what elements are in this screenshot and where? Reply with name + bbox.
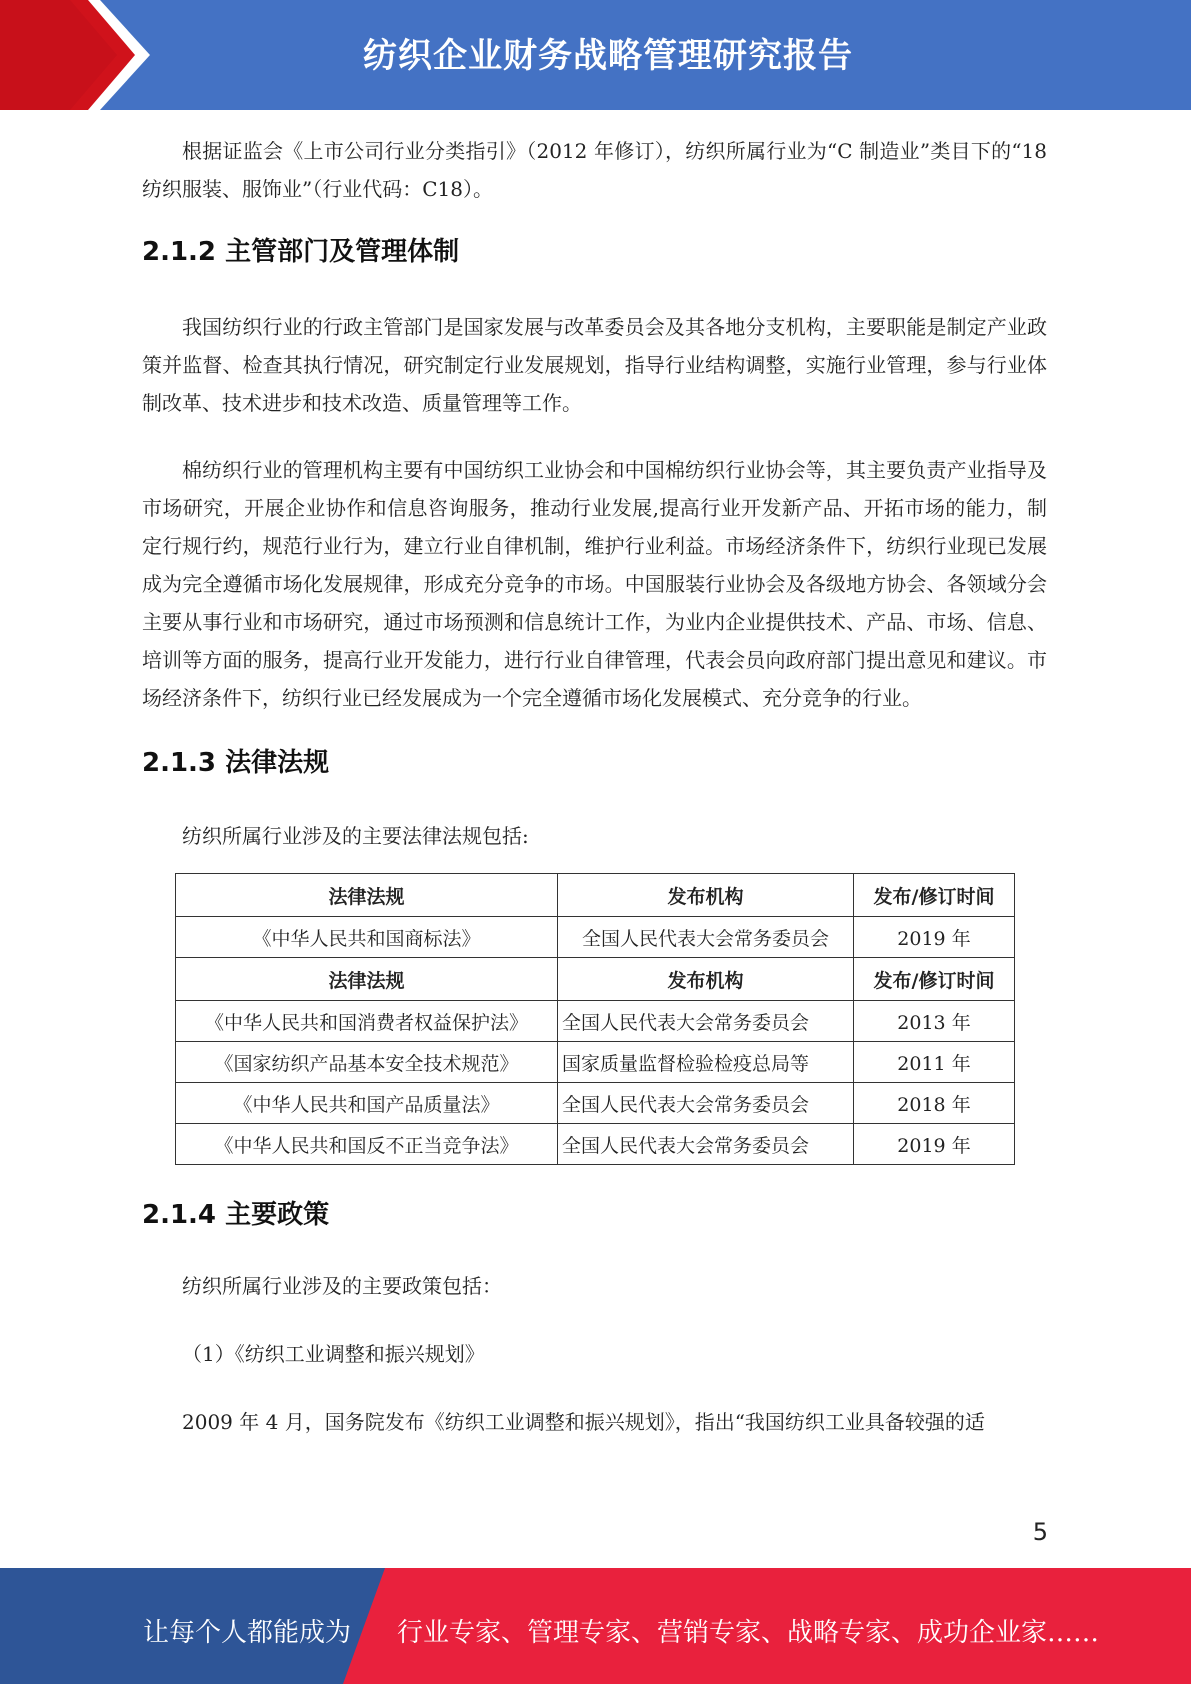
cell-law: 《中华人民共和国产品质量法》	[176, 1083, 558, 1124]
report-title: 纺织企业财务战略管理研究报告	[363, 36, 853, 76]
paragraph-associations: 棉纺织行业的管理机构主要有中国纺织工业协会和中国棉纺织行业协会等，其主要负责产业指导及市场研究，开展企业协作和信息咨询服务，推动行业发展,提高行业开发新产品、开拓市场的能力，制定行规行约，规范行业行为，建立行业自律机制，维护行业利益。市场经济条件下，纺织行业现已发展成为完全遵循市场化发展规律，形成充分竞争的市场。中国服装行业协会及各级地方协会、各领域分会主要从事行业和市场研究，通过市场预测和信息统计工作，为业内企业提供技术、产品、市场、信息、培训等方面的服务，提高行业开发能力，进行行业自律管理，代表会员向政府部门提出意见和建议。市场经济条件下，纺织行业已经发展成为一个完全遵循市场化发展模式、充分竞争的行业。	[142, 458, 1047, 710]
cell-law: 《中华人民共和国消费者权益保护法》	[176, 1001, 558, 1042]
header-cell-org: 发布机构	[558, 874, 854, 917]
table-row	[176, 1001, 1015, 1042]
cell-date: 2019 年	[854, 1124, 1015, 1165]
cell-date: 2018 年	[854, 1083, 1015, 1124]
cell-org: 全国人民代表大会常务委员会	[558, 917, 854, 958]
laws-table	[175, 873, 1015, 1165]
footer-slogan-right: 行业专家、管理专家、营销专家、战略专家、成功企业家……	[397, 1618, 1100, 1648]
paragraph-authority: 我国纺织行业的行政主管部门是国家发展与改革委员会及其各地分支机构，主要职能是制定产业政策并监督、检查其执行情况，研究制定行业发展规划，指导行业结构调整，实施行业管理，参与行业体制改革、技术进步和技术改造、质量管理等工作。	[142, 315, 1047, 415]
policy-item-1-text: 2009 年 4 月，国务院发布《纺织工业调整和振兴规划》，指出“我国纺织工业具备较强的适	[182, 1410, 985, 1434]
header-cell-law: 法律法规	[176, 874, 558, 917]
cell-org: 全国人民代表大会常务委员会	[558, 1001, 854, 1042]
cell-org: 国家质量监督检验检疫总局等	[558, 1042, 854, 1083]
footer-slogan-left: 让每个人都能成为	[143, 1618, 352, 1648]
section-heading-2-1-3: 2.1.3 法律法规	[142, 748, 330, 778]
table-row	[176, 1124, 1015, 1165]
table-row	[176, 1042, 1015, 1083]
table-row	[176, 917, 1015, 958]
header-cell-date: 发布/修订时间	[854, 874, 1015, 917]
cell-date: 2019 年	[854, 917, 1015, 958]
cell-org: 全国人民代表大会常务委员会	[558, 1124, 854, 1165]
header-cell-org: 发布机构	[558, 958, 854, 1001]
laws-intro: 纺织所属行业涉及的主要法律法规包括:	[182, 824, 529, 848]
header-cell-law: 法律法规	[176, 958, 558, 1001]
intro-paragraph: 根据证监会《上市公司行业分类指引》（2012 年修订），纺织所属行业为“C 制造业”类目下的“18 纺织服装、服饰业”（行业代码：C18）。	[142, 139, 1047, 201]
cell-law: 《中华人民共和国反不正当竞争法》	[176, 1124, 558, 1165]
page-number: 5	[1032, 1518, 1048, 1546]
page-footer	[0, 1568, 1191, 1684]
cell-date: 2013 年	[854, 1001, 1015, 1042]
cell-date: 2011 年	[854, 1042, 1015, 1083]
table-header-row	[176, 874, 1015, 917]
table-header-row	[176, 958, 1015, 1001]
policy-item-1: （1）《纺织工业调整和振兴规划》	[182, 1342, 485, 1366]
policies-intro: 纺织所属行业涉及的主要政策包括：	[182, 1274, 502, 1298]
section-heading-2-1-4: 2.1.4 主要政策	[142, 1200, 330, 1230]
page-header	[0, 0, 1191, 110]
cell-org: 全国人民代表大会常务委员会	[558, 1083, 854, 1124]
section-heading-2-1-2: 2.1.2 主管部门及管理体制	[142, 237, 460, 267]
page-content	[142, 132, 1047, 1441]
cell-law: 《国家纺织产品基本安全技术规范》	[176, 1042, 558, 1083]
header-cell-date: 发布/修订时间	[854, 958, 1015, 1001]
table-row	[176, 1083, 1015, 1124]
cell-law: 《中华人民共和国商标法》	[176, 917, 558, 958]
